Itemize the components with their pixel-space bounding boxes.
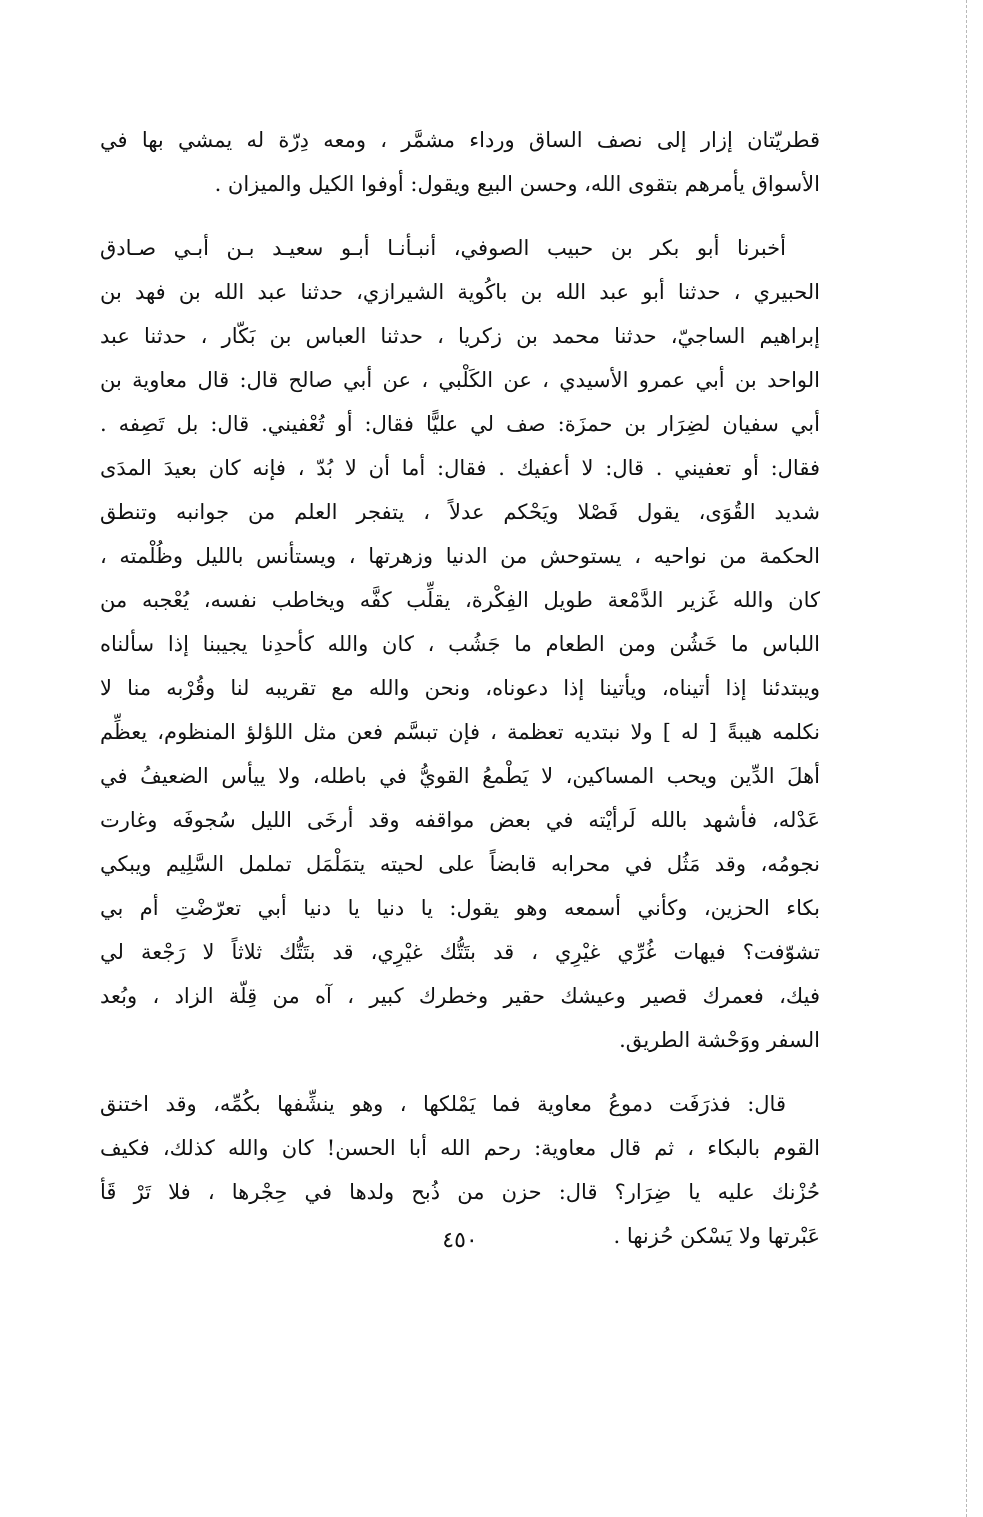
text-line: اللباس ما خَشُن ومن الطعام ما جَشُب ، كان والله كأحدِنا يجيبنا إذا سألناه (100, 632, 820, 656)
text-line: أهلَ الدِّين ويحب المساكين، لا يَطْمعُ القويُّ في باطله، ولا ييأس الضعيفُ في (100, 764, 820, 788)
text-line: أخبرنا أبو بكر بن حبيب الصوفي، أنبـأنـا أبـو سعيـد بـن أبـي صـادق (100, 236, 786, 260)
text-line: تشوّفت؟ فيهات غُرِّي غيْرِي ، قد بتَتُّك غيْرِي، قد بتَتُّك ثلاثاً لا رَجْعة لي (100, 940, 820, 964)
text-line: الواحد بن أبي عمرو الأسيدي ، عن الكَلْبي ، عن أبي صالح قال: قال معاوية بن (100, 368, 820, 392)
text-line: فقال: أو تعفيني . قال: لا أعفيك . فقال: أما أن لا بُدّ ، فإنه كان بعيدَ المدَى (100, 456, 820, 480)
text-line: نجومُه، وقد مَثُل في محرابه قابضاً على لحيته يتمَلْمَل تململ السَّلِيم ويبكي (100, 852, 820, 876)
text-line: أبي سفيان لضِرَار بن حمزَة: صف لي عليًّا فقال: أو تُعْفيني. قال: بل تَصِفه . (100, 412, 820, 436)
text-line: عَدْله، فأشهد بالله لَرأيْته في بعض مواقفه وقد أرخَى الليل سُجوفَه وغارت (100, 808, 820, 832)
paragraph-spacer (100, 1062, 820, 1082)
paragraph-2 (100, 226, 820, 1062)
paragraph-1 (100, 118, 820, 206)
page-number: ٤٥٠ (442, 1228, 478, 1253)
text-line: بكاء الحزين، وكأني أسمعه وهو يقول: يا دنيا يا دنيا أبي تعرّضْتِ أم بي (100, 896, 820, 920)
text-line: شديد القُوَى، يقول فَصْلا ويَحْكم عدلاً ، يتفجر العلم من جوانبه وتنطق (100, 500, 820, 524)
text-line: حُزْنك عليه يا ضِرَار؟ قال: حزن من ذُبح ولدها في حِجْرها ، فلا تَرْ قَأ (100, 1180, 820, 1204)
body-text (100, 118, 820, 1258)
binding-edge-line (966, 0, 967, 1517)
text-line: ويبتدئنا إذا أتيناه، ويأتينا إذا دعوناه، ونحن والله مع تقريبه لنا وقُرْبه منا لا (100, 676, 820, 700)
text-line: السفر ووَحْشة الطريق. (619, 1028, 820, 1052)
text-line: الحبيري ، حدثنا أبو عبد الله بن باكُوية الشيرازي، حدثنا عبد الله بن فهد بن (100, 280, 820, 304)
paragraph-spacer (100, 206, 820, 226)
text-line: الحكمة من نواحيه ، يستوحش من الدنيا وزهرتها ، ويستأنس بالليل وظُلْمته ، (100, 544, 820, 568)
text-line: نكلمه هيبةً [ له ] ولا نبتديه تعظمة ، فإن تبسَّم فعن مثل اللؤلؤ المنظوم، يعظِّم (100, 720, 820, 744)
text-line: كان والله غَزير الدَّمْعة طويل الفِكْرة، يقلِّب كفَّه ويخاطب نفسه، يُعْجبه من (100, 588, 820, 612)
text-line: قال: فذرَفَت دموعُ معاوية فما يَمْلكها ، وهو ينشِّفها بكُمِّه، وقد اختنق (100, 1092, 786, 1116)
text-line: فيك، فعمرك قصير وعيشك حقير وخطرك كبير ، آه من قِلّة الزاد ، وبُعد (100, 984, 820, 1008)
text-line: القوم بالبكاء ، ثم قال معاوية: رحم الله أبا الحسن! كان والله كذلك، فكيف (100, 1136, 820, 1160)
text-line: قطريّتان إزار إلى نصف الساق ورداء مشمَّر ، ومعه دِرّة له يمشي بها في (100, 128, 820, 152)
text-line: الأسواق يأمرهم بتقوى الله، وحسن البيع ويقول: أوفوا الكيل والميزان . (214, 172, 820, 196)
text-line: إبراهيم الساجيّ، حدثنا محمد بن زكريا ، حدثنا العباس بن بَكّار ، حدثنا عبد (100, 324, 820, 348)
text-line: عَبْرتها ولا يَسْكن حُزنها . (613, 1224, 820, 1248)
